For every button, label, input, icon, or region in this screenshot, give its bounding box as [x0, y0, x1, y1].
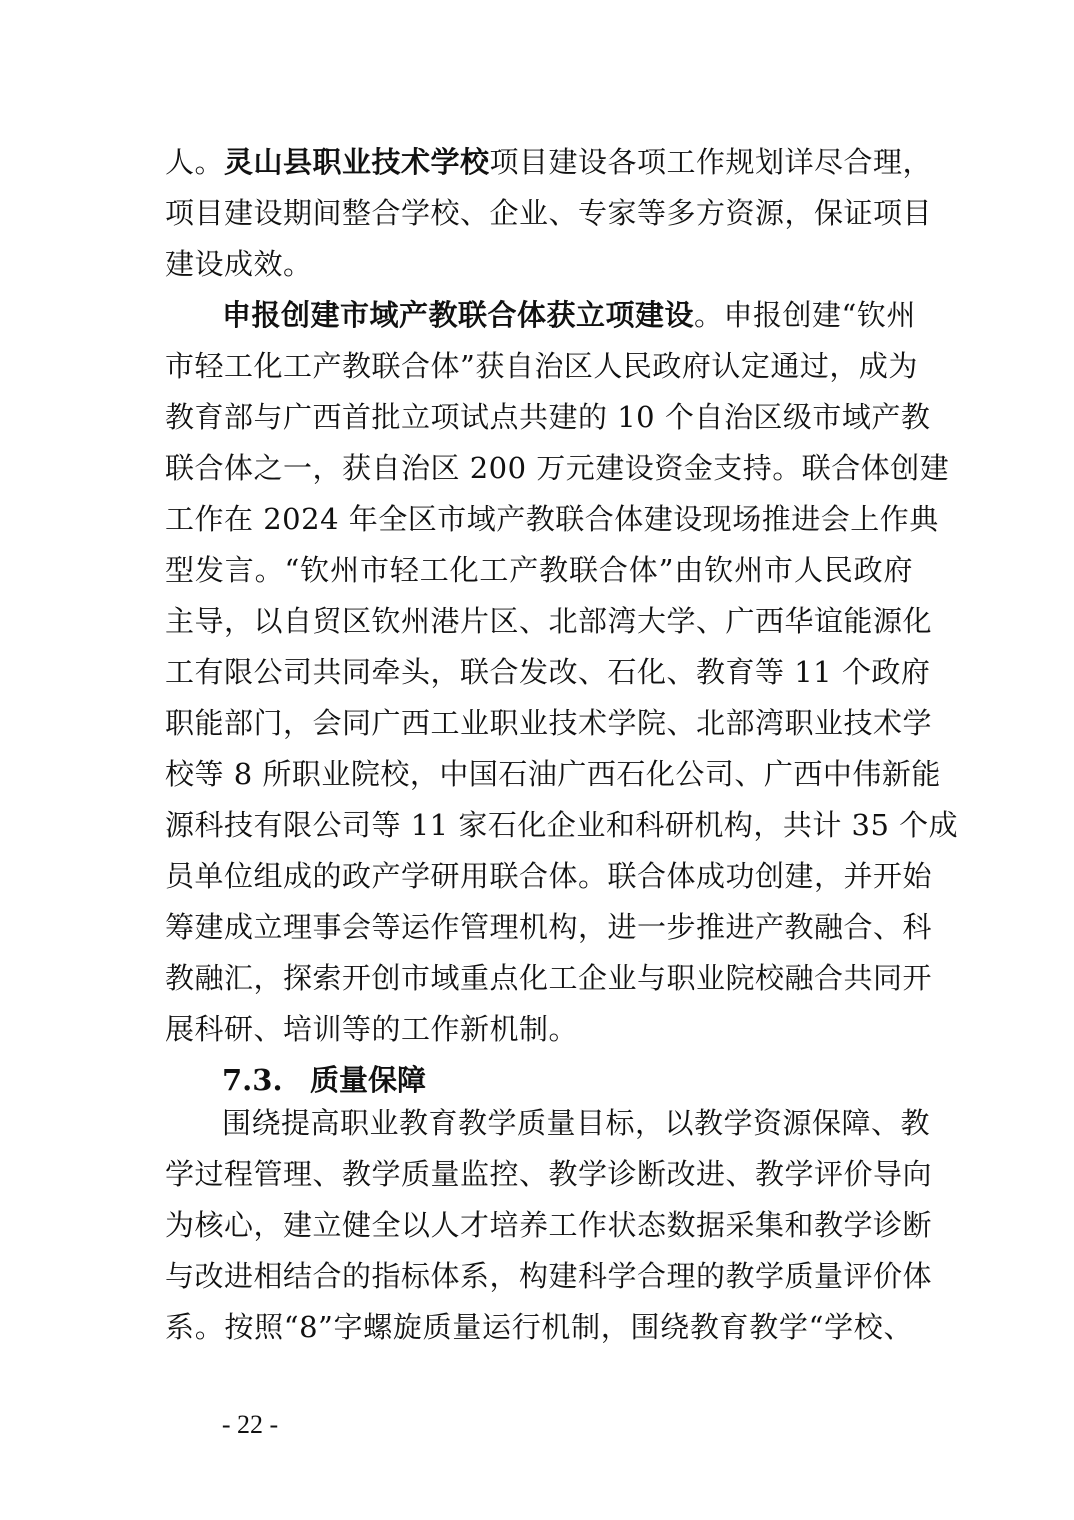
paragraph-3-line: 与改进相结合的指标体系，构建科学合理的教学质量评价体 [165, 1259, 933, 1293]
section-heading [222, 1058, 426, 1099]
paragraph-2-lead-bold: 申报创建市域产教联合体获立项建设 [222, 298, 695, 332]
paragraph-3-line: 为核心，建立健全以人才培养工作状态数据采集和教学诊断 [165, 1208, 933, 1242]
paragraph-1-line-1 [165, 145, 933, 179]
paragraph-2-line: 源科技有限公司等 11 家石化企业和科研机构，共计 35 个成 [165, 808, 959, 842]
text: 人。 [165, 145, 225, 179]
paragraph-2-line: 工作在 2024 年全区市域产教联合体建设现场推进会上作典 [165, 502, 939, 536]
section-title: 质量保障 [310, 1063, 427, 1097]
paragraph-2-line: 教育部与广西首批立项试点共建的 10 个自治区级市域产教 [165, 400, 931, 434]
paragraph-3-line: 学过程管理、教学质量监控、教学诊断改进、教学评价导向 [165, 1157, 933, 1191]
paragraph-2-line: 市轻工化工产教联合体”获自治区人民政府认定通过，成为 [165, 349, 918, 383]
paragraph-2-line: 展科研、培训等的工作新机制。 [165, 1012, 579, 1046]
paragraph-2-line: 校等 8 所职业院校，中国石油广西石化公司、广西中伟新能 [165, 757, 941, 791]
paragraph-2-line: 联合体之一，获自治区 200 万元建设资金支持。联合体创建 [165, 451, 950, 485]
paragraph-2-line: 型发言。“钦州市轻工化工产教联合体”由钦州市人民政府 [165, 553, 913, 587]
paragraph-2-line-1 [222, 298, 916, 332]
paragraph-2-line: 工有限公司共同牵头，联合发改、石化、教育等 11 个政府 [165, 655, 931, 689]
paragraph-3-line: 系。按照“8”字螺旋质量运行机制，围绕教育教学“学校、 [165, 1310, 913, 1344]
text: 项目建设各项工作规划详尽合理， [489, 145, 933, 179]
paragraph-2-line: 筹建成立理事会等运作管理机构，进一步推进产教融合、科 [165, 910, 933, 944]
paragraph-3-line: 围绕提高职业教育教学质量目标，以教学资源保障、教 [222, 1106, 931, 1140]
paragraph-2-line: 职能部门，会同广西工业职业技术学院、北部湾职业技术学 [165, 706, 933, 740]
paragraph-2-line: 员单位组成的政产学研用联合体。联合体成功创建，并开始 [165, 859, 933, 893]
page-number: - 22 - [221, 1410, 279, 1439]
paragraph-2-line: 主导，以自贸区钦州港片区、北部湾大学、广西华谊能源化 [165, 604, 933, 638]
text: 。申报创建“钦州 [694, 298, 916, 332]
paragraph-1-line-3: 建设成效。 [165, 247, 313, 281]
school-name-bold: 灵山县职业技术学校 [224, 145, 490, 179]
section-number: 7.3. [222, 1063, 283, 1097]
paragraph-1-line-2: 项目建设期间整合学校、企业、专家等多方资源，保证项目 [165, 196, 933, 230]
paragraph-2-line: 教融汇，探索开创市域重点化工企业与职业院校融合共同开 [165, 961, 933, 995]
